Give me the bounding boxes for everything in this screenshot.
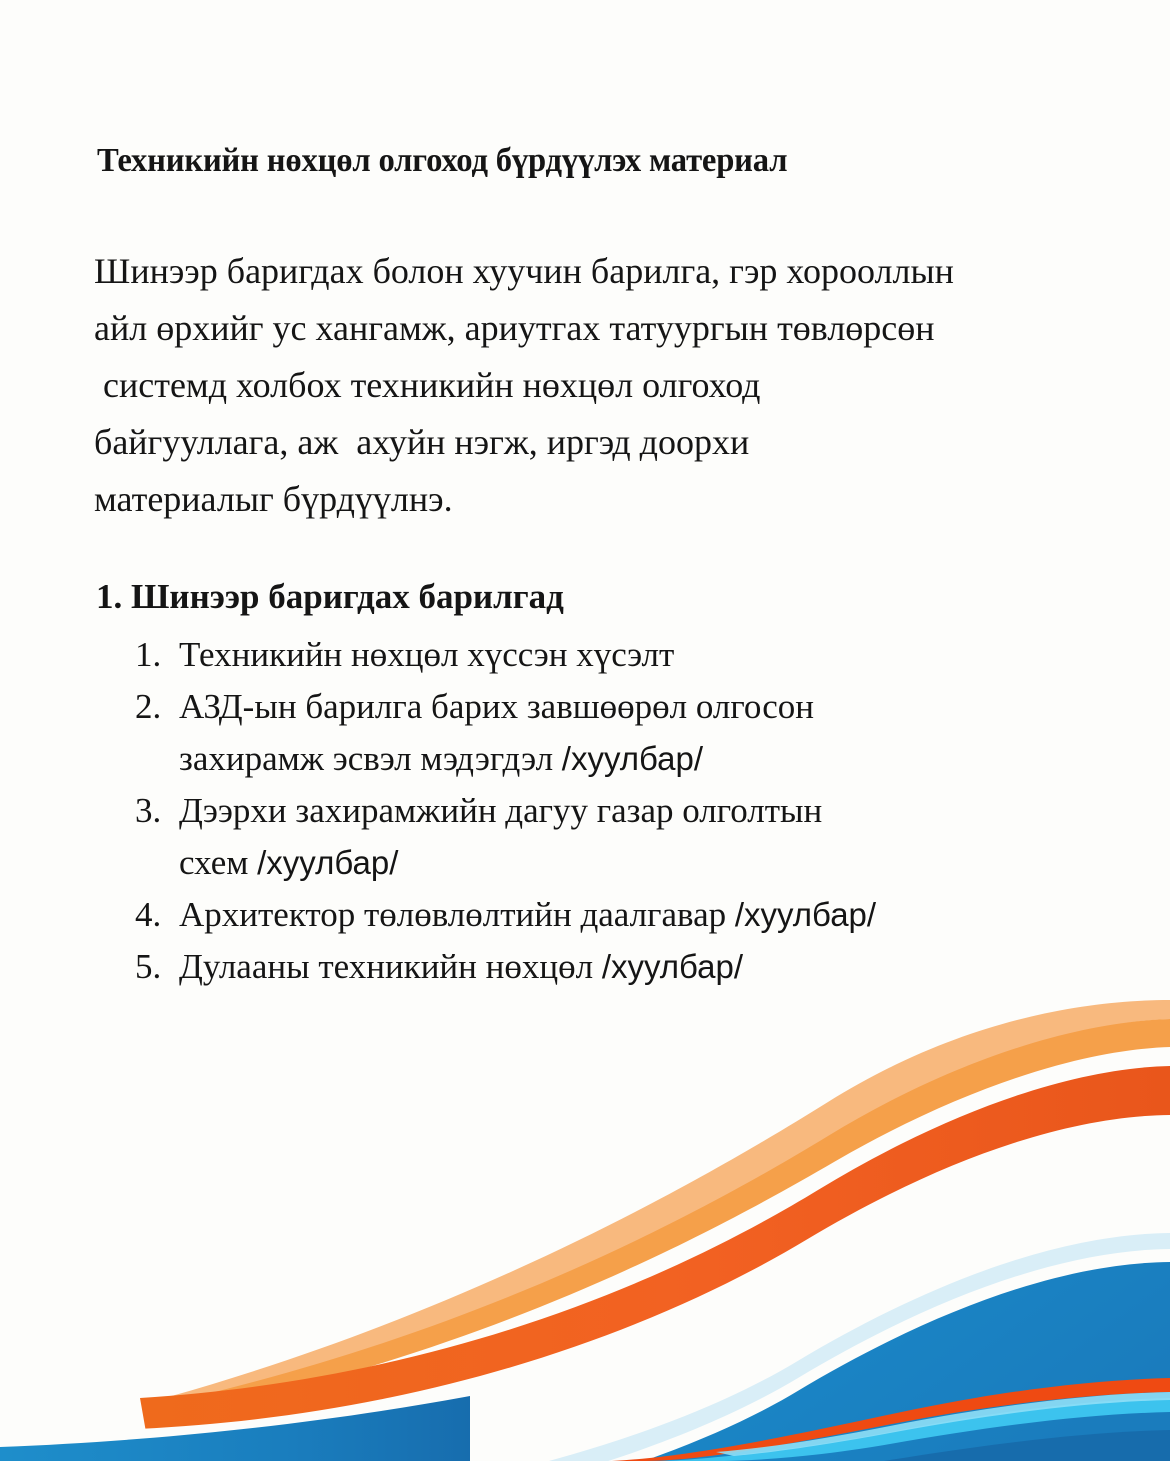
copy-annotation: /хуулбар/ <box>734 896 877 933</box>
section-number: 1. <box>96 577 123 616</box>
intro-line: Шинээр баригдах болон хуучин барилга, гэр хорооллын <box>94 251 954 291</box>
page-title: Техникийн нөхцөл олгоход бүрдүүлэх материал <box>97 142 788 179</box>
list-item-line <box>179 837 1136 889</box>
band-orange-main <box>140 1066 1170 1455</box>
list-item-line <box>179 733 1136 785</box>
band-white-gap <box>110 1115 1170 1461</box>
requirements-list <box>96 629 1136 993</box>
copy-annotation: /хуулбар/ <box>257 844 399 881</box>
list-item-number: 5. <box>135 947 162 986</box>
list-item-line-text: Дулааны техникийн нөхцөл <box>179 947 602 986</box>
band-cyan <box>660 1398 1170 1461</box>
list-item-text <box>179 629 1136 681</box>
list-item-text <box>179 889 1136 941</box>
band-cyan-highlight <box>716 1392 1170 1456</box>
band-orange-sliver <box>612 1378 1170 1461</box>
list-item-text <box>179 785 1136 889</box>
copy-annotation: /хуулбар/ <box>601 948 744 985</box>
list-item <box>135 785 1136 889</box>
band-blue-highlight <box>64 1233 1170 1461</box>
intro-line: айл өрхийг ус хангамж, ариутгах татуургын төвлөрсөн <box>94 308 935 348</box>
band-blue-main <box>0 1262 1170 1461</box>
band-orange-edge <box>148 1151 1170 1455</box>
section-block <box>96 572 1136 993</box>
list-item-line: Техникийн нөхцөл хүссэн хүсэлт <box>179 635 675 674</box>
list-item-line: Дээрхи захирамжийн дагуу газар олголтын <box>179 791 823 830</box>
list-item-number: 4. <box>135 895 162 934</box>
list-item-line: АЗД-ын барилга барих завшөөрөл олгосон <box>179 687 815 726</box>
intro-line: материалыг бүрдүүлнэ. <box>94 479 453 519</box>
list-item-line <box>179 941 1136 993</box>
list-item-line-text: Архитектор төлөвлөлтийн даалгавар <box>179 895 735 934</box>
list-item-text <box>179 941 1136 993</box>
section-heading-text: Шинээр баригдах барилгад <box>131 577 564 616</box>
list-item-line-text: захирамж эсвэл мэдэгдэл <box>179 739 562 778</box>
list-item <box>135 941 1136 993</box>
copy-annotation: /хуулбар/ <box>561 740 703 777</box>
list-item-line-text: схем <box>179 843 258 882</box>
band-blue-dark <box>884 1430 1170 1461</box>
list-item-number: 1. <box>135 635 162 674</box>
intro-paragraph <box>94 243 1154 528</box>
list-item <box>135 889 1136 941</box>
list-item <box>135 629 1136 681</box>
list-item-number: 3. <box>135 791 162 830</box>
list-item-text <box>179 681 1136 785</box>
band-orange-pale <box>168 1000 1170 1409</box>
section-heading <box>96 572 1136 622</box>
band-blue-lower-left <box>0 1396 470 1461</box>
band-orange-light <box>172 1019 1170 1414</box>
intro-line: системд холбох техникийн нөхцөл олгоход <box>94 365 761 405</box>
list-item <box>135 681 1136 785</box>
intro-line: байгууллага, аж ахуйн нэгж, иргэд доорхи <box>94 422 750 462</box>
swoosh-bands <box>0 1000 1170 1461</box>
list-item-number: 2. <box>135 687 162 726</box>
list-item-line <box>179 889 1136 941</box>
